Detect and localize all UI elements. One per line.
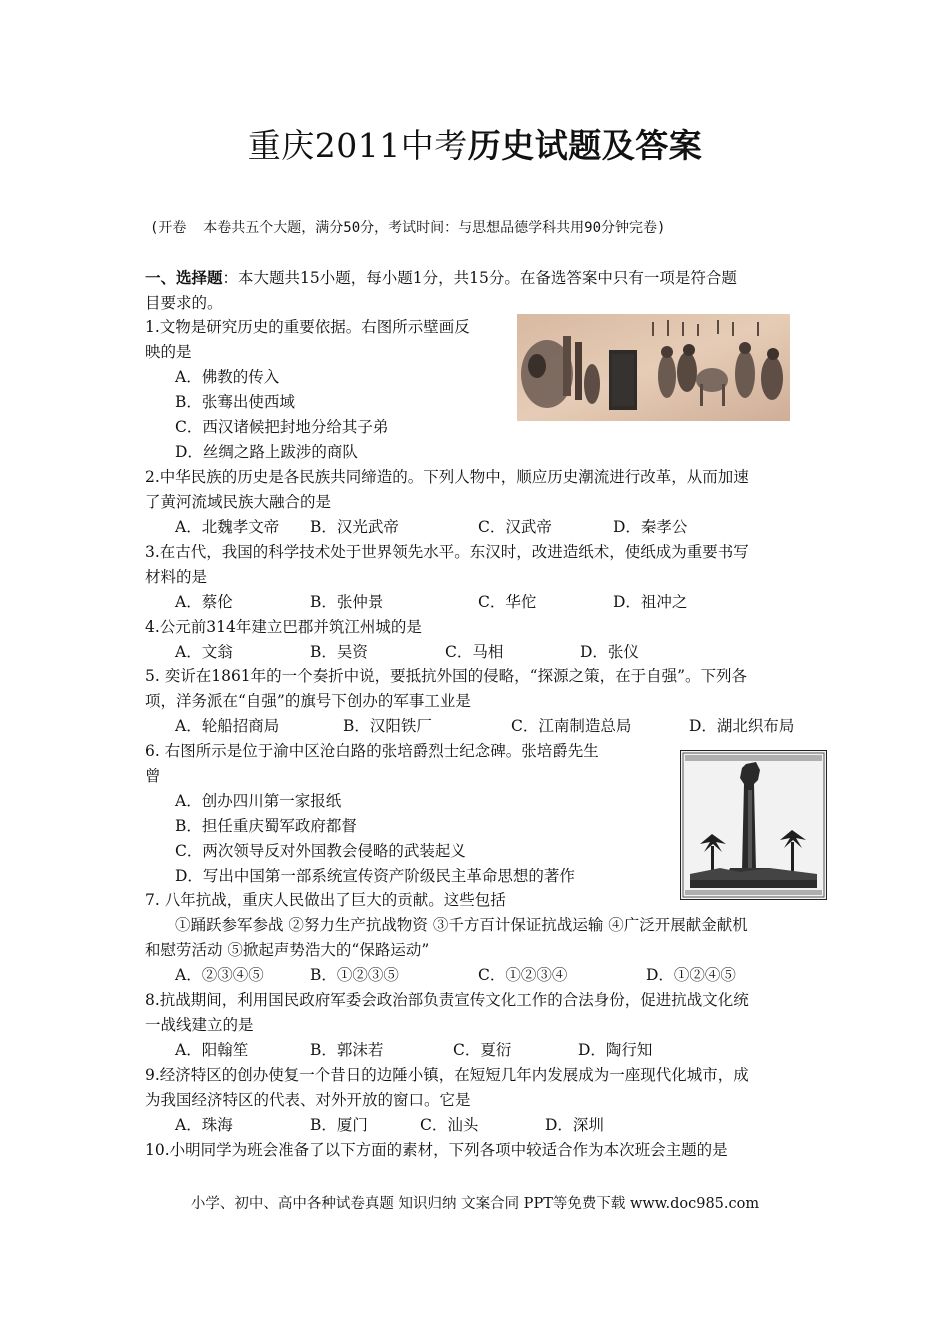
question-2-option-a: A．北魏孝文帝 (175, 518, 280, 536)
question-3-stem-line1: 3.在古代，我国的科学技术处于世界领先水平。东汉时，改进造纸术，使纸成为重要书写 (145, 543, 749, 561)
question-8 (145, 988, 749, 1063)
title-bold: 历史试题及答案 (467, 126, 703, 165)
question-7-items-line2: 和慰劳活动 ⑤掀起声势浩大的“保路运动” (145, 941, 430, 959)
section-1-intro (145, 265, 737, 316)
question-6-option-a: A．创办四川第一家报纸 (175, 792, 342, 810)
question-9-option-a: A．珠海 (175, 1116, 233, 1134)
question-8-option-d: D．陶行知 (578, 1041, 653, 1059)
question-7-option-c: C．①②③④ (478, 966, 568, 984)
question-2-option-c: C．汉武帝 (478, 518, 552, 536)
question-9 (145, 1063, 749, 1138)
question-1 (145, 315, 470, 465)
question-1-stem-line2: 映的是 (145, 343, 192, 361)
section-1-intro-line1: ：本大题共15小题，每小题1分，共15分。在备选答案中只有一项是符合题 (222, 269, 737, 287)
question-1-option-d: D．丝绸之路上跋涉的商队 (175, 443, 358, 461)
exam-instructions: (开卷 本卷共五个大题，满分50分，考试时间：与思想品德学科共用90分钟完卷) (150, 220, 666, 236)
question-2 (145, 465, 749, 540)
mural-illustration (517, 314, 790, 421)
question-10-stem-line1: 10.小明同学为班会准备了以下方面的素材，下列各项中较适合作为本次班会主题的是 (145, 1141, 728, 1159)
question-3 (145, 540, 749, 615)
question-7-option-a: A．②③④⑤ (175, 966, 264, 984)
question-5-stem-line2: 项，洋务派在“自强”的旗号下创办的军事工业是 (145, 692, 471, 710)
question-3-option-a: A．蔡伦 (175, 593, 233, 611)
question-8-option-c: C．夏衍 (453, 1041, 512, 1059)
question-6-option-b: B．担任重庆蜀军政府都督 (175, 817, 357, 835)
question-6-stem-line1: 6. 右图所示是位于渝中区沧白路的张培爵烈士纪念碑。张培爵先生 (145, 742, 599, 760)
question-8-options (145, 1038, 749, 1063)
question-1-option-a: A．佛教的传入 (175, 368, 280, 386)
question-5-options (145, 714, 794, 739)
question-2-option-b: B．汉光武帝 (310, 518, 399, 536)
question-2-options (145, 515, 749, 540)
mural-image (517, 314, 790, 421)
question-1-stem-line1: 1.文物是研究历史的重要依据。右图所示壁画反 (145, 318, 470, 336)
question-9-option-b: B．厦门 (310, 1116, 368, 1134)
question-3-option-c: C．华佗 (478, 593, 537, 611)
monument-illustration (680, 750, 827, 900)
question-7-items-line1: ①踊跃参军参战 ②努力生产抗战物资 ③千方百计保证抗战运输 ④广泛开展献金献机 (175, 916, 748, 934)
question-5-option-b: B．汉阳铁厂 (343, 717, 432, 735)
question-9-options (145, 1113, 749, 1138)
question-4-options (145, 640, 639, 665)
question-5-option-d: D．湖北织布局 (689, 717, 795, 735)
question-5-stem-line1: 5. 奕䜣在1861年的一个奏折中说，要抵抗外国的侵略，“探源之策，在于自强”。下列各 (145, 667, 748, 685)
question-3-stem-line2: 材料的是 (145, 568, 208, 586)
question-5-option-a: A．轮船招商局 (175, 717, 280, 735)
question-2-option-d: D．秦孝公 (613, 518, 688, 536)
question-3-option-d: D．祖冲之 (613, 593, 688, 611)
page-title (0, 120, 950, 167)
question-4-option-a: A．文翁 (175, 643, 233, 661)
title-normal: 重庆2011中考 (247, 126, 468, 165)
question-10 (145, 1138, 728, 1163)
question-2-stem-line1: 2.中华民族的历史是各民族共同缔造的。下列人物中，顺应历史潮流进行改革，从而加速 (145, 468, 749, 486)
monument-photo (680, 750, 827, 900)
question-7-option-d: D．①②④⑤ (646, 966, 736, 984)
question-4-option-d: D．张仪 (580, 643, 639, 661)
question-8-stem-line2: 一战线建立的是 (145, 1016, 254, 1034)
question-9-option-c: C．汕头 (420, 1116, 479, 1134)
page-footer: 小学、初中、高中各种试卷真题 知识归纳 文案合同 PPT等免费下载 www.doc985.com (190, 1196, 760, 1212)
question-2-stem-line2: 了黄河流域民族大融合的是 (145, 493, 332, 511)
question-8-option-a: A．阳翰笙 (175, 1041, 249, 1059)
question-4-stem-line1: 4.公元前314年建立巴郡并筑江州城的是 (145, 618, 422, 636)
question-6-stem-line2: 曾 (145, 767, 161, 785)
question-5 (145, 664, 794, 739)
question-3-options (145, 590, 749, 615)
question-8-stem-line1: 8.抗战期间，利用国民政府军委会政治部负责宣传文化工作的合法身份，促进抗战文化统 (145, 991, 749, 1009)
question-6-option-c: C．两次领导反对外国教会侵略的武装起义 (175, 842, 466, 860)
question-4-option-b: B．吴资 (310, 643, 368, 661)
question-7-option-b: B．①②③⑤ (310, 966, 399, 984)
question-3-option-b: B．张仲景 (310, 593, 384, 611)
question-1-option-b: B．张骞出使西域 (175, 393, 295, 411)
question-7 (145, 888, 748, 988)
question-9-stem-line2: 为我国经济特区的代表、对外开放的窗口。它是 (145, 1091, 471, 1109)
question-6 (145, 739, 599, 889)
question-5-option-c: C．江南制造总局 (511, 717, 632, 735)
question-9-option-d: D．深圳 (545, 1116, 604, 1134)
question-4-option-c: C．马相 (445, 643, 504, 661)
section-1-heading: 一、选择题 (145, 268, 223, 287)
question-8-option-b: B．郭沫若 (310, 1041, 384, 1059)
question-1-option-c: C．西汉诸候把封地分给其子弟 (175, 418, 389, 436)
question-6-option-d: D．写出中国第一部系统宣传资产阶级民主革命思想的著作 (175, 867, 575, 885)
question-7-options (145, 963, 748, 988)
question-4 (145, 615, 639, 665)
section-1-intro-line2: 目要求的。 (145, 294, 223, 312)
question-7-stem-line1: 7. 八年抗战，重庆人民做出了巨大的贡献。这些包括 (145, 891, 506, 909)
question-9-stem-line1: 9.经济特区的创办使复一个昔日的边陲小镇，在短短几年内发展成为一座现代化城市，成 (145, 1066, 749, 1084)
